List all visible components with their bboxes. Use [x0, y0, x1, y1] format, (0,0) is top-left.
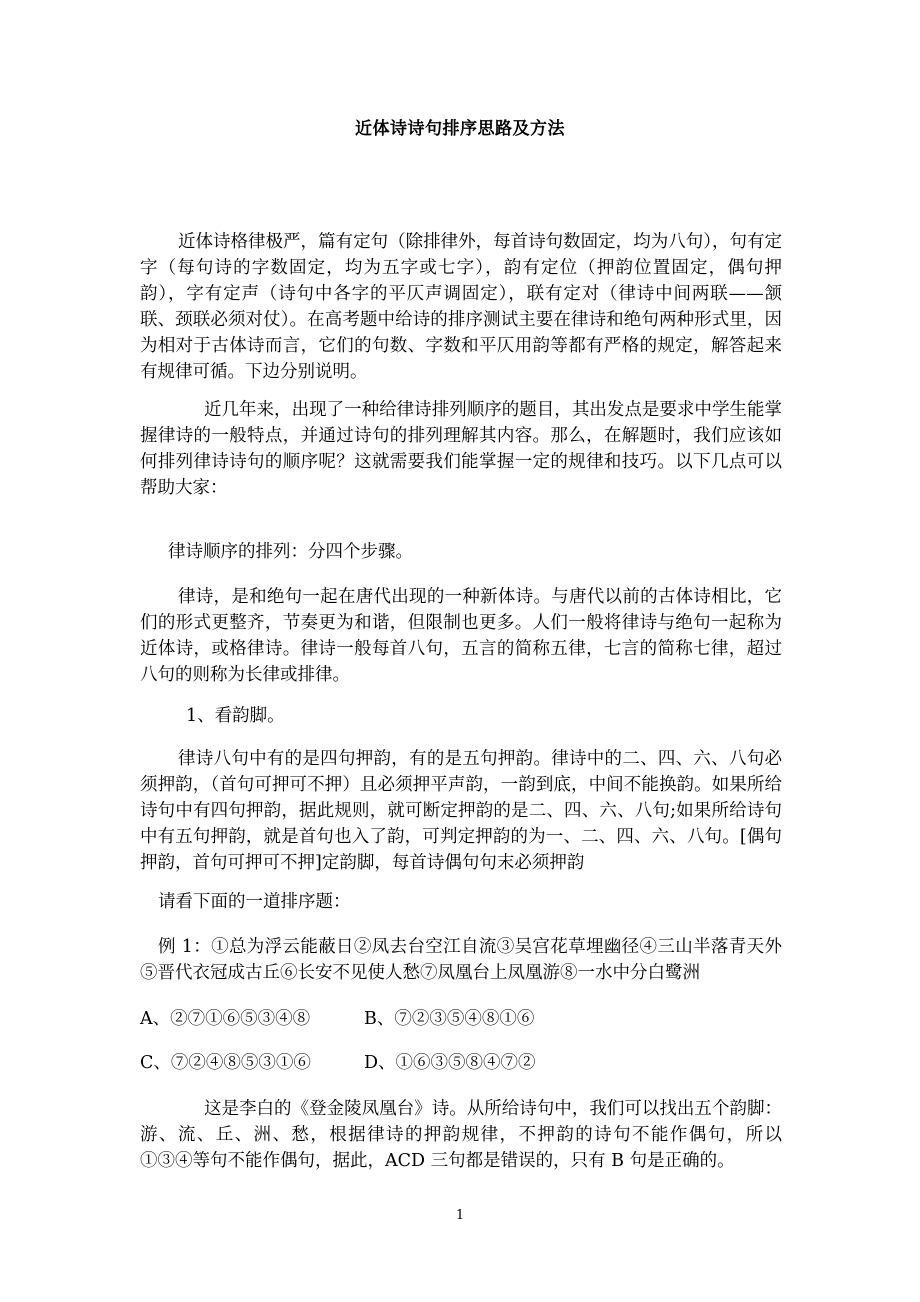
- paragraph-intro: 近体诗格律极严，篇有定句（除排律外，每首诗句数固定，均为八句），句有定字（每句诗的字数固定，均为五字或七字），韵有定位（押韵位置固定，偶句押韵），字有定声（诗句中各字的平仄声调固定），联有定对（律诗中间两联——颔联、颈联必须对仗）。在高考题中给诗的排序测试主要在律诗和绝句两种形式里，因为相对于古体诗而言，它们的句数、字数和平仄用韵等都有严格的规定，解答起来有规律可循。下边分别说明。: [140, 232, 782, 382]
- paragraph-lvshi-definition: 律诗，是和绝句一起在唐代出现的一种新体诗。与唐代以前的古体诗相比，它们的形式更整齐，节奏更为和谐，但限制也更多。人们一般将律诗与绝句一起称为近体诗，或格律诗。律诗一般每首八句，五言的简称五律，七言的简称七律，超过八句的则称为长律或排律。: [140, 587, 782, 685]
- document-title: 近体诗诗句排序思路及方法: [355, 119, 565, 139]
- paragraph-explanation: 这是李白的《登金陵凤凰台》诗。从所给诗句中，我们可以找出五个韵脚：游、流、丘、洲、愁，根据律诗的押韵规律，不押韵的诗句不能作偶句，所以①③④等句不能作偶句，据此，ACD 三句都是错误的，只有 B 句是正确的。: [140, 1099, 782, 1171]
- paragraph-example-intro: 请看下面的一道排序题：: [158, 892, 351, 912]
- paragraph-rhyme-rules: 律诗八句中有的是四句押韵，有的是五句押韵。律诗中的二、四、六、八句必须押韵，（首句可押可不押）且必须押平声韵，一韵到底，中间不能换韵。如果所给诗句中有四句押韵，据此规则，就可断定押韵的是二、四、六、八句;如果所给诗句中有五句押韵，就是首句也入了韵，可判定押韵的为一、二、四、六、八句。[偶句押韵，首句可押可不押]定韵脚，每首诗偶句句末必须押韵: [140, 749, 782, 873]
- option-a: A、②⑦①⑥⑤③④⑧: [140, 1009, 311, 1029]
- paragraph-example-1: 例 1：①总为浮云能蔽日②凤去台空江自流③吴宫花草埋幽径④三山半落青天外⑤晋代衣冠成古丘⑥长安不见使人愁⑦凤凰台上凤凰游⑧一水中分白鹭洲: [140, 937, 782, 983]
- paragraph-step-1-heading: 1、看韵脚。: [186, 706, 285, 726]
- paragraph-background: 近几年来，出现了一种给律诗排列顺序的题目，其出发点是要求中学生能掌握律诗的一般特点，并通过诗句的排列理解其内容。那么，在解题时，我们应该如何排列律诗诗句的顺序呢？这就需要我们能掌握一定的规律和技巧。以下几点可以帮助大家：: [140, 400, 782, 498]
- option-d: D、①⑥③⑤⑧④⑦②: [364, 1053, 536, 1073]
- option-b: B、⑦②③⑤④⑧①⑥: [364, 1009, 535, 1029]
- paragraph-steps-heading: 律诗顺序的排列：分四个步骤。: [168, 542, 413, 562]
- page-number: 1: [455, 1208, 465, 1223]
- option-c: C、⑦②④⑧⑤③①⑥: [140, 1053, 311, 1073]
